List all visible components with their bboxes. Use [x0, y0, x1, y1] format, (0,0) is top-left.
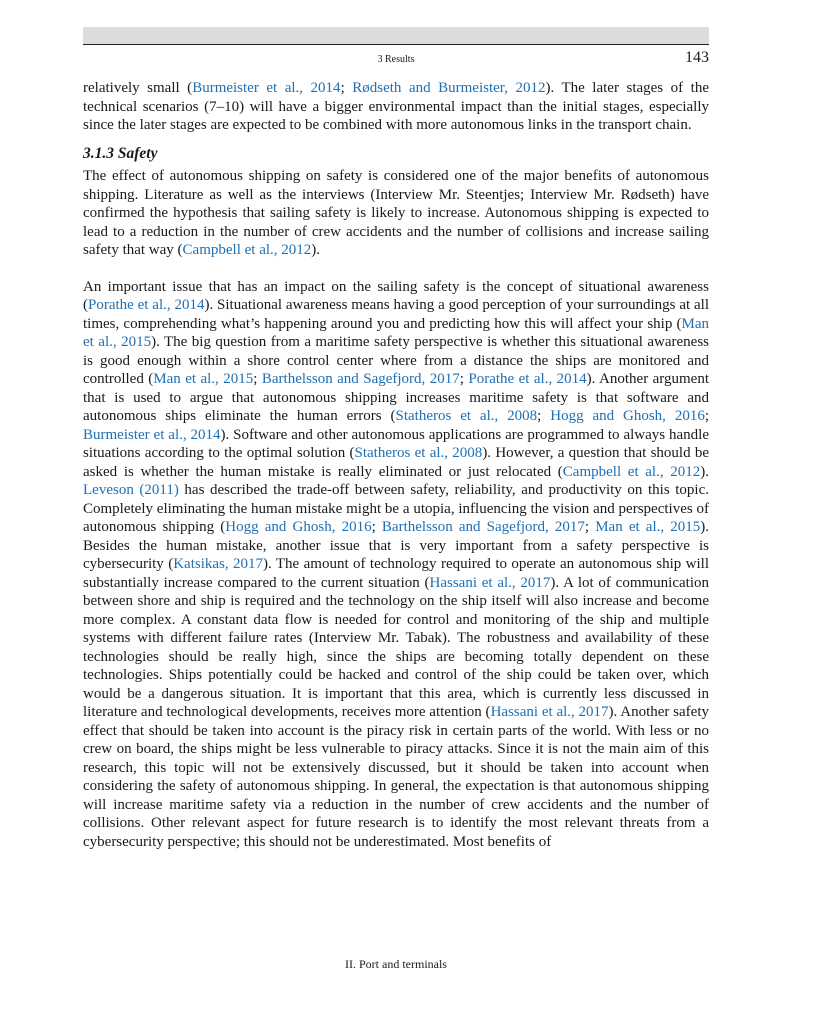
body-text: ). Another safety effect that should be taken into account is the piracy risk in certain parts of the world. With less or no crew on board, the ships might be less vulnerable to piracy attacks. Since it is not the main aim of this research, this topic will not be extensively discussed, but it should be taken into account when considering the safety of autonomous shipping. In general, the expectation is that autonomous shipping will increase maritime safety via a reduction in the number of crew accidents and the number of collisions. Other relevant aspect for future research is to identify the most relevant threats from a cybersecurity perspective; this should not be underestimated. Most benefits of [83, 704, 709, 850]
paragraph-situational-awareness [83, 278, 709, 852]
citation-link[interactable]: Barthelsson and Sagefjord, 2017 [261, 371, 460, 387]
paragraph-environment-conclusion [83, 79, 709, 135]
citation-link[interactable]: Porathe et al., 2014 [468, 371, 587, 387]
body-text: has described the trade-off between safety, reliability, and productivity on this topic. Completely eliminating the human mistake might be a utopia, influencing the vision and perspectives of autonomous shipping ( [83, 482, 709, 535]
body-text: ). [311, 242, 321, 258]
header-bar [83, 27, 709, 44]
citation-link[interactable]: Hogg and Ghosh, 2016 [225, 519, 372, 535]
citation-link[interactable]: Statheros et al., 2008 [354, 445, 483, 461]
paragraph-safety-intro [83, 167, 709, 260]
citation-link[interactable]: Burmeister et al., 2014 [83, 426, 221, 443]
citation-link[interactable]: Hassani et al., 2017 [429, 574, 551, 591]
citation-link[interactable]: Hassani et al., 2017 [490, 704, 609, 720]
body-text: ). Software and other autonomous applications are programmed to always handle situations according to the optimal solution ( [83, 426, 709, 461]
citation-link[interactable]: Statheros et al., 2008 [395, 408, 538, 424]
body-text: ). [700, 463, 710, 480]
body-text: ; [340, 80, 353, 96]
page-body [83, 79, 709, 851]
citation-link[interactable]: Hogg and Ghosh, 2016 [550, 408, 705, 424]
citation-link[interactable]: Barthelsson and Sagefjord, 2017 [381, 519, 585, 535]
body-text: ). Besides the human mistake, another issue that is very important from a safety perspective is cybersecurity ( [83, 519, 710, 572]
body-text: ). Another argument that is used to argue that autonomous shipping increases maritime safety is that software and autonomous ships eliminate the human errors ( [83, 371, 710, 424]
citation-link[interactable]: Leveson (2011) [83, 482, 179, 498]
body-text: ; [537, 408, 551, 424]
body-text: ; [584, 519, 596, 535]
body-text: ; [371, 519, 382, 535]
header-rule [83, 44, 709, 45]
section-heading: 3.1.3 Safety [83, 144, 158, 162]
citation-link[interactable]: Man et al., 2015 [153, 371, 254, 387]
body-text: ). The amount of technology required to operate an autonomous ship will substantially increase compared to the current situation ( [83, 556, 709, 591]
running-head: 3 Results [377, 54, 415, 65]
citation-link[interactable]: Campbell et al., 2012 [182, 242, 312, 258]
body-text: relatively small ( [83, 80, 193, 96]
body-text: ). The big question from a maritime safety perspective is whether this situational awareness is good enough within a shore control center where from a distance the ships are monitored and controlled ( [83, 334, 710, 387]
page-number: 143 [685, 49, 709, 66]
body-text: ; [459, 371, 469, 387]
body-text: ). The later stages of the technical scenarios (7–10) will have a bigger environmental impact than the initial stages, especially since the later stages are expected to be combined with more autonomous links in the transport chain. [83, 80, 710, 133]
citation-link[interactable]: Man et al., 2015 [595, 519, 701, 535]
body-text: An important issue that has an impact on the sailing safety is the concept of situational awareness ( [83, 278, 709, 313]
body-text: ; [253, 371, 262, 387]
citation-link[interactable]: Katsikas, 2017 [173, 556, 264, 572]
body-text: ). However, a question that should be asked is whether the human mistake is really eliminated or just relocated ( [83, 445, 710, 480]
citation-link[interactable]: Porathe et al., 2014 [88, 297, 205, 313]
citation-link[interactable]: Man et al., 2015 [83, 315, 709, 350]
citation-link[interactable]: Rødseth and Burmeister, 2012 [352, 80, 546, 96]
citation-link[interactable]: Campbell et al., 2012 [562, 463, 701, 480]
footer-part-label: II. Port and terminals [345, 957, 447, 971]
body-text: The effect of autonomous shipping on safety is considered one of the major benefits of autonomous shipping. Literature as well as the interviews (Interview Mr. Steentjes; Interview Mr. Rødseth) have confirmed the hypothesis that sailing safety is likely to increase. Autonomous shipping is expected to lead to a reduction in the number of crew accidents and the number of collisions and increase sailing safety that way ( [83, 168, 709, 258]
citation-link[interactable]: Burmeister et al., 2014 [192, 80, 341, 96]
paragraph-gap [83, 260, 709, 278]
body-text: ; [704, 408, 710, 424]
body-text: ). Situational awareness means having a good perception of your surroundings at all times, comprehending what’s happening around you and predicting how this will affect your ship ( [83, 297, 709, 332]
body-text: ). A lot of communication between shore and ship is required and the technology on the ship itself will also increase and become more complex. A constant data flow is needed for control and monitoring of the ship and multiple systems with different failure rates (Interview Mr. Tabak). The robustness and availability of these technologies should be really high, since the ships are becoming totally dependent on these technologies. Ships potentially could be hacked and control of the ship could be taken over, which would be a dangerous situation. It is important that this area, which is currently less discussed in literature and technological developments, receives more attention ( [83, 574, 709, 720]
